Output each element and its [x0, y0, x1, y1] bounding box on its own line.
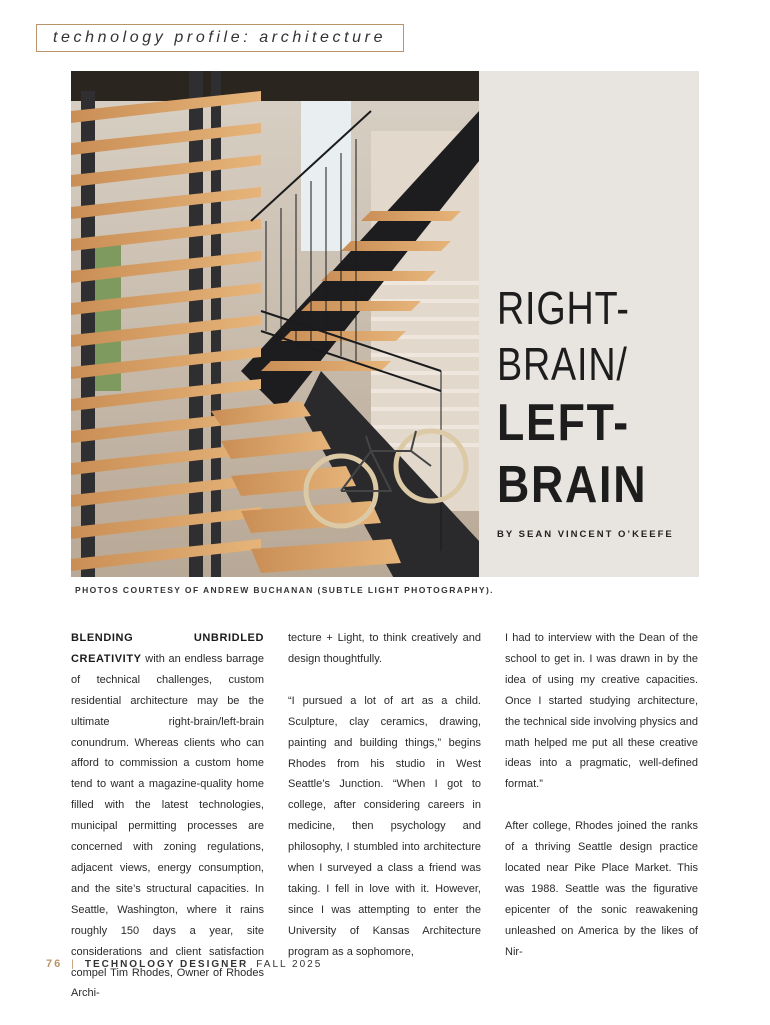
- staircase-illustration: [71, 71, 479, 577]
- body-column-3: [505, 628, 698, 984]
- col2-paragraph-2: “I pursued a lot of art as a child. Sculpture, clay ceramics, drawing, painting and building things,” begins Rhodes from his studio in West Seattle’s Junction. “When I got to college, after considering careers in medicine, then psychology and philosophy, I stumbled into architecture when I surveyed a class a friend was taking. I fell in love with it. However, since I was attempting to enter the University of Kansas Architecture program as a sophomore,: [288, 694, 481, 958]
- col2-paragraph-1: tecture + Light, to think creatively and design thoughtfully.: [288, 632, 481, 665]
- col1-text: with an endless barrage of technical challenges, custom residential architecture may be the ultimate right-brain/left-brain conundrum. Whereas clients who can afford to commission a custom home tend to want a magazine-quality home filled with the latest technologies, municipal permitting processes are concerned with zoning regulations, adjacent views, energy consumption, and the site’s structural capacities. In Seattle, Washington, where it rains roughly 150 days a year, site considerations and client satisfaction compel Tim Rhodes, Owner of Rhodes Archi-: [71, 652, 264, 1000]
- issue-date: FALL 2025: [256, 958, 323, 970]
- page-footer: [46, 958, 322, 970]
- byline: BY SEAN VINCENT O’KEEFE: [497, 529, 674, 540]
- body-column-2: [288, 628, 481, 984]
- col3-paragraph-1: I had to interview with the Dean of the school to get in. I was drawn in by the idea of using my creative capacities. Once I started studying architecture, the technical side involving physics and math helped me put all these creative ideas into a pragmatic, well-defined format.”: [505, 632, 698, 791]
- photo-credit: PHOTOS COURTESY OF ANDREW BUCHANAN (SUBTLE LIGHT PHOTOGRAPHY).: [75, 585, 494, 595]
- col3-paragraph-2: After college, Rhodes joined the ranks of a thriving Seattle design practice located near Pike Place Market. This was 1988. Seattle was the figurative epicenter of the sonic reawakening unleashed on America by the likes of Nir-: [505, 820, 698, 958]
- headline-line-3: LEFT-: [497, 394, 630, 452]
- headline-line-1: RIGHT-: [497, 282, 630, 334]
- staircase-photo: [71, 71, 479, 577]
- headline-line-4: BRAIN: [497, 456, 648, 514]
- hero: [71, 71, 699, 577]
- section-tag: [36, 24, 404, 52]
- magazine-name: TECHNOLOGY DESIGNER: [84, 958, 249, 970]
- title-panel: [479, 71, 699, 577]
- section-tag-label: technology profile: architecture: [53, 29, 387, 46]
- headline-line-2: BRAIN/: [497, 338, 628, 390]
- footer-separator: |: [71, 958, 76, 970]
- lead-in: BLENDING UNBRIDLED CREATIVITY: [71, 632, 264, 665]
- page-number: 76: [46, 958, 63, 970]
